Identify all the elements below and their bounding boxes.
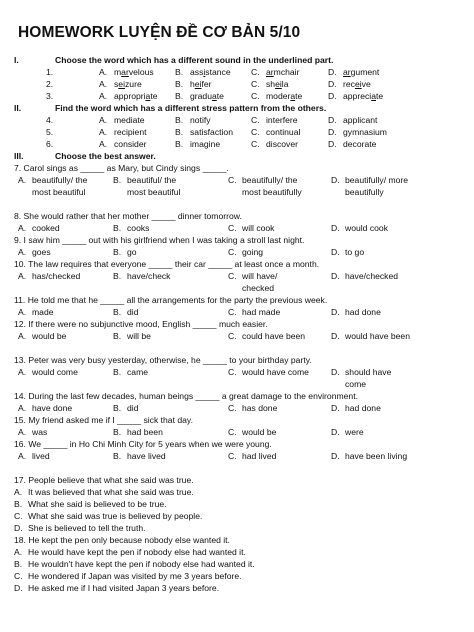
option-word[interactable]: interfere bbox=[266, 115, 298, 125]
word-suffix: te bbox=[216, 91, 224, 101]
underlined-part: ei bbox=[194, 79, 202, 89]
option-letter: D. bbox=[331, 223, 340, 233]
option-letter: C. bbox=[228, 427, 237, 437]
question-text: 12. If there were no subjunctive mood, English _____ much easier. bbox=[14, 319, 268, 329]
option-letter: A. bbox=[18, 367, 27, 377]
question-text: 15. My friend asked me if I _____ sick that day. bbox=[14, 415, 193, 425]
option-letter: A. bbox=[18, 331, 27, 341]
option-word[interactable]: notify bbox=[190, 115, 211, 125]
answer-option[interactable]: What she said was true is believed by people. bbox=[28, 511, 203, 521]
answer-option[interactable]: cooked bbox=[32, 223, 60, 233]
question-text: 9. I saw him _____ out with his girlfriend when I was taking a stroll last night. bbox=[14, 235, 305, 245]
underlined-part: i bbox=[203, 67, 206, 77]
option-letter: A. bbox=[18, 175, 27, 185]
answer-option[interactable]: He wondered if Japan was visited by me 3 years before. bbox=[28, 571, 242, 581]
question-text: 17. People believe that what she said was true. bbox=[14, 475, 194, 485]
option-letter: C. bbox=[251, 139, 260, 149]
option-letter: D. bbox=[328, 139, 337, 149]
option-letter: C. bbox=[251, 67, 260, 77]
answer-option[interactable]: had made bbox=[242, 307, 281, 317]
underlined-part: a bbox=[290, 91, 296, 101]
underlined-part: a bbox=[211, 91, 217, 101]
word-prefix: m bbox=[114, 67, 122, 77]
option-letter: D. bbox=[328, 127, 337, 137]
option-letter: D. bbox=[331, 367, 340, 377]
answer-option[interactable]: beautiful/ the most beautiful bbox=[127, 175, 181, 197]
answer-option[interactable]: has done bbox=[242, 403, 278, 413]
answer-option[interactable]: goes bbox=[32, 247, 51, 257]
option-word[interactable]: decorate bbox=[343, 139, 377, 149]
answer-option[interactable]: had been bbox=[127, 427, 163, 437]
word-prefix: ass bbox=[190, 67, 204, 77]
option-letter: C. bbox=[228, 175, 237, 185]
word-suffix: ve bbox=[361, 79, 371, 89]
answer-option[interactable]: beautifully/ the most beautiful bbox=[32, 175, 88, 197]
question-number: 6. bbox=[46, 139, 54, 149]
option-letter: D. bbox=[331, 403, 340, 413]
answer-option[interactable]: have/checked bbox=[345, 271, 399, 281]
option-letter: D. bbox=[328, 79, 337, 89]
word-prefix: sh bbox=[266, 79, 276, 89]
option-letter: D. bbox=[14, 583, 23, 593]
answer-option[interactable]: to go bbox=[345, 247, 365, 257]
question-text: 14. During the last few decades, human beings _____ a great damage to the environment. bbox=[14, 391, 358, 401]
option-letter: B. bbox=[113, 271, 122, 281]
word-suffix: te bbox=[295, 91, 303, 101]
option-letter: B. bbox=[113, 307, 122, 317]
option-word[interactable] bbox=[114, 91, 157, 101]
answer-option[interactable]: He asked me if I had visited Japan 3 years before. bbox=[28, 583, 220, 593]
option-letter: A. bbox=[99, 127, 108, 137]
option-letter: C. bbox=[228, 367, 237, 377]
word-prefix: rec bbox=[343, 79, 355, 89]
option-letter: B. bbox=[14, 559, 23, 569]
option-letter: D. bbox=[331, 331, 340, 341]
answer-option[interactable]: would cook bbox=[345, 223, 388, 233]
option-letter: B. bbox=[113, 451, 122, 461]
option-word[interactable]: discover bbox=[266, 139, 298, 149]
answer-option[interactable]: It was believed that what she said was true. bbox=[28, 487, 194, 497]
answer-option[interactable]: was bbox=[32, 427, 48, 437]
option-word[interactable]: recipient bbox=[114, 127, 147, 137]
answer-option[interactable]: did bbox=[127, 403, 139, 413]
underlined-part: ei bbox=[354, 79, 362, 89]
option-letter: B. bbox=[175, 67, 184, 77]
option-word[interactable] bbox=[266, 79, 288, 89]
answer-option[interactable]: would have come bbox=[242, 367, 309, 377]
option-letter: D. bbox=[14, 523, 23, 533]
underlined-part: ar bbox=[121, 67, 129, 77]
option-word[interactable]: continual bbox=[266, 127, 301, 137]
option-letter: C. bbox=[228, 223, 237, 233]
word-suffix: velous bbox=[128, 67, 154, 77]
answer-option[interactable]: has/checked bbox=[32, 271, 81, 281]
question-number: 2. bbox=[46, 79, 54, 89]
answer-option[interactable]: beautifully/ the most beautifully bbox=[242, 175, 302, 197]
word-suffix: stance bbox=[205, 67, 231, 77]
option-letter: D. bbox=[331, 307, 340, 317]
option-word[interactable]: mediate bbox=[114, 115, 145, 125]
option-letter: D. bbox=[331, 175, 340, 185]
page-title: HOMEWORK LUYỆN ĐỀ CƠ BẢN 5/10 bbox=[18, 24, 301, 41]
answer-option[interactable]: should have come bbox=[345, 367, 392, 389]
option-word[interactable] bbox=[343, 67, 379, 77]
section-instruction: Find the word which has a different stress pattern from the others. bbox=[55, 103, 327, 113]
answer-option[interactable]: will be bbox=[127, 331, 151, 341]
answer-option[interactable]: would have been bbox=[345, 331, 410, 341]
underlined-part: ar bbox=[343, 67, 351, 77]
option-letter: D. bbox=[331, 247, 340, 257]
option-word[interactable]: gymnasium bbox=[343, 127, 387, 137]
question-number: 3. bbox=[46, 91, 54, 101]
option-letter: A. bbox=[18, 427, 27, 437]
option-word[interactable]: satisfaction bbox=[190, 127, 233, 137]
option-letter: D. bbox=[331, 427, 340, 437]
answer-option[interactable]: would be bbox=[242, 427, 277, 437]
option-letter: A. bbox=[18, 247, 27, 257]
word-suffix: mchair bbox=[273, 67, 300, 77]
word-prefix: h bbox=[190, 79, 195, 89]
option-letter: B. bbox=[175, 91, 184, 101]
option-letter: C. bbox=[228, 307, 237, 317]
answer-option[interactable]: were bbox=[345, 427, 364, 437]
question-text: 11. He told me that he _____ all the arrangements for the party the previous week. bbox=[14, 295, 328, 305]
option-letter: D. bbox=[331, 271, 340, 281]
answer-option[interactable]: had lived bbox=[242, 451, 277, 461]
option-letter: A. bbox=[18, 223, 27, 233]
answer-option[interactable]: could have been bbox=[242, 331, 306, 341]
option-letter: B. bbox=[113, 175, 122, 185]
option-letter: B. bbox=[14, 499, 23, 509]
word-prefix: moder bbox=[266, 91, 291, 101]
answer-option[interactable]: going bbox=[242, 247, 264, 257]
answer-option[interactable]: cooks bbox=[127, 223, 150, 233]
question-text: 13. Peter was very busy yesterday, otherwise, he _____ to your birthday party. bbox=[14, 355, 312, 365]
option-letter: B. bbox=[113, 223, 122, 233]
option-letter: D. bbox=[328, 67, 337, 77]
option-word[interactable] bbox=[114, 79, 142, 89]
question-text: 16. We _____ in Ho Chi Minh City for 5 years when we were young. bbox=[14, 439, 272, 449]
answer-option[interactable]: had done bbox=[345, 403, 381, 413]
section-instruction: Choose the best answer. bbox=[55, 151, 156, 161]
answer-option[interactable]: had done bbox=[345, 307, 381, 317]
answer-option[interactable]: He would have kept the pen if nobody else had wanted it. bbox=[28, 547, 246, 557]
section-instruction: Choose the word which has a different sound in the underlined part. bbox=[55, 55, 334, 65]
option-word[interactable]: consider bbox=[114, 139, 147, 149]
question-number: 1. bbox=[46, 67, 54, 77]
option-letter: C. bbox=[228, 331, 237, 341]
question-text: 8. She would rather that her mother _____ dinner tomorrow. bbox=[14, 211, 242, 221]
option-letter: C. bbox=[251, 115, 260, 125]
word-suffix: zure bbox=[125, 79, 142, 89]
answer-option[interactable]: have lived bbox=[127, 451, 166, 461]
option-letter: A. bbox=[14, 547, 23, 557]
option-letter: B. bbox=[113, 331, 122, 341]
option-letter: C. bbox=[228, 451, 237, 461]
answer-option[interactable]: came bbox=[127, 367, 149, 377]
option-letter: D. bbox=[328, 91, 337, 101]
word-suffix: gument bbox=[350, 67, 380, 77]
answer-option[interactable]: have been living bbox=[345, 451, 408, 461]
option-letter: A. bbox=[99, 79, 108, 89]
option-letter: C. bbox=[228, 271, 237, 281]
option-letter: C. bbox=[14, 571, 23, 581]
option-letter: B. bbox=[175, 139, 184, 149]
word-suffix: la bbox=[281, 79, 289, 89]
option-letter: A. bbox=[18, 403, 27, 413]
underlined-part: ei bbox=[275, 79, 282, 89]
answer-option[interactable]: would come bbox=[32, 367, 78, 377]
word-prefix: appropri bbox=[114, 91, 146, 101]
section-number: III. bbox=[14, 151, 24, 161]
answer-option[interactable]: He wouldn't have kept the pen if nobody else had wanted it. bbox=[28, 559, 255, 569]
option-word[interactable] bbox=[343, 79, 371, 89]
word-prefix: s bbox=[114, 79, 119, 89]
option-letter: B. bbox=[113, 427, 122, 437]
option-letter: C. bbox=[14, 511, 23, 521]
answer-option[interactable]: will cook bbox=[242, 223, 275, 233]
word-suffix: te bbox=[150, 91, 158, 101]
option-letter: C. bbox=[251, 79, 260, 89]
word-suffix: fer bbox=[201, 79, 212, 89]
option-word[interactable] bbox=[266, 67, 299, 77]
underlined-part: a bbox=[145, 91, 151, 101]
question-number: 5. bbox=[46, 127, 54, 137]
answer-option[interactable]: She is believed to tell the truth. bbox=[28, 523, 146, 533]
option-letter: B. bbox=[113, 247, 122, 257]
answer-option[interactable]: made bbox=[32, 307, 54, 317]
answer-option[interactable]: go bbox=[127, 247, 137, 257]
section-number: I. bbox=[14, 55, 19, 65]
option-letter: A. bbox=[99, 139, 108, 149]
option-letter: B. bbox=[113, 367, 122, 377]
option-letter: A. bbox=[99, 115, 108, 125]
underlined-part: a bbox=[371, 91, 376, 101]
option-letter: B. bbox=[175, 127, 184, 137]
option-letter: B. bbox=[175, 115, 184, 125]
answer-option[interactable]: lived bbox=[32, 451, 50, 461]
option-word[interactable] bbox=[266, 91, 302, 101]
option-letter: A. bbox=[14, 487, 23, 497]
question-text: 7. Carol sings as _____ as Mary, but Cindy sings _____. bbox=[14, 163, 229, 173]
answer-option[interactable]: have/check bbox=[127, 271, 171, 281]
option-word[interactable]: imagine bbox=[190, 139, 221, 149]
answer-option[interactable]: beautifully/ more beautifully bbox=[345, 175, 409, 197]
answer-option[interactable]: will have/ checked bbox=[242, 271, 278, 293]
question-text: 10. The law requires that everyone _____ their car _____ at least once a month. bbox=[14, 259, 320, 269]
option-letter: A. bbox=[18, 307, 27, 317]
answer-option[interactable]: did bbox=[127, 307, 139, 317]
question-number: 4. bbox=[46, 115, 54, 125]
option-letter: D. bbox=[328, 115, 337, 125]
option-word[interactable] bbox=[190, 79, 212, 89]
underlined-part: ei bbox=[118, 79, 125, 89]
option-letter: C. bbox=[228, 247, 237, 257]
underlined-part: ar bbox=[266, 67, 274, 77]
option-word[interactable] bbox=[190, 67, 231, 77]
option-letter: C. bbox=[251, 127, 260, 137]
option-letter: A. bbox=[99, 67, 108, 77]
option-word[interactable] bbox=[190, 91, 224, 101]
word-prefix: gradu bbox=[190, 91, 212, 101]
question-text: 18. He kept the pen only because nobody else wanted it. bbox=[14, 535, 230, 545]
option-letter: C. bbox=[251, 91, 260, 101]
option-letter: D. bbox=[331, 451, 340, 461]
option-letter: A. bbox=[99, 91, 108, 101]
option-letter: A. bbox=[18, 271, 27, 281]
option-word[interactable] bbox=[114, 67, 154, 77]
option-letter: A. bbox=[18, 451, 27, 461]
word-suffix: te bbox=[375, 91, 384, 101]
option-letter: B. bbox=[175, 79, 184, 89]
option-letter: C. bbox=[228, 403, 237, 413]
option-word[interactable] bbox=[343, 91, 383, 101]
option-letter: B. bbox=[113, 403, 122, 413]
word-prefix: appreci bbox=[343, 91, 372, 101]
answer-option[interactable]: would be bbox=[32, 331, 67, 341]
section-number: II. bbox=[14, 103, 22, 113]
option-word[interactable]: applicant bbox=[343, 115, 378, 125]
answer-option[interactable]: What she said is believed to be true. bbox=[28, 499, 167, 509]
answer-option[interactable]: have done bbox=[32, 403, 73, 413]
